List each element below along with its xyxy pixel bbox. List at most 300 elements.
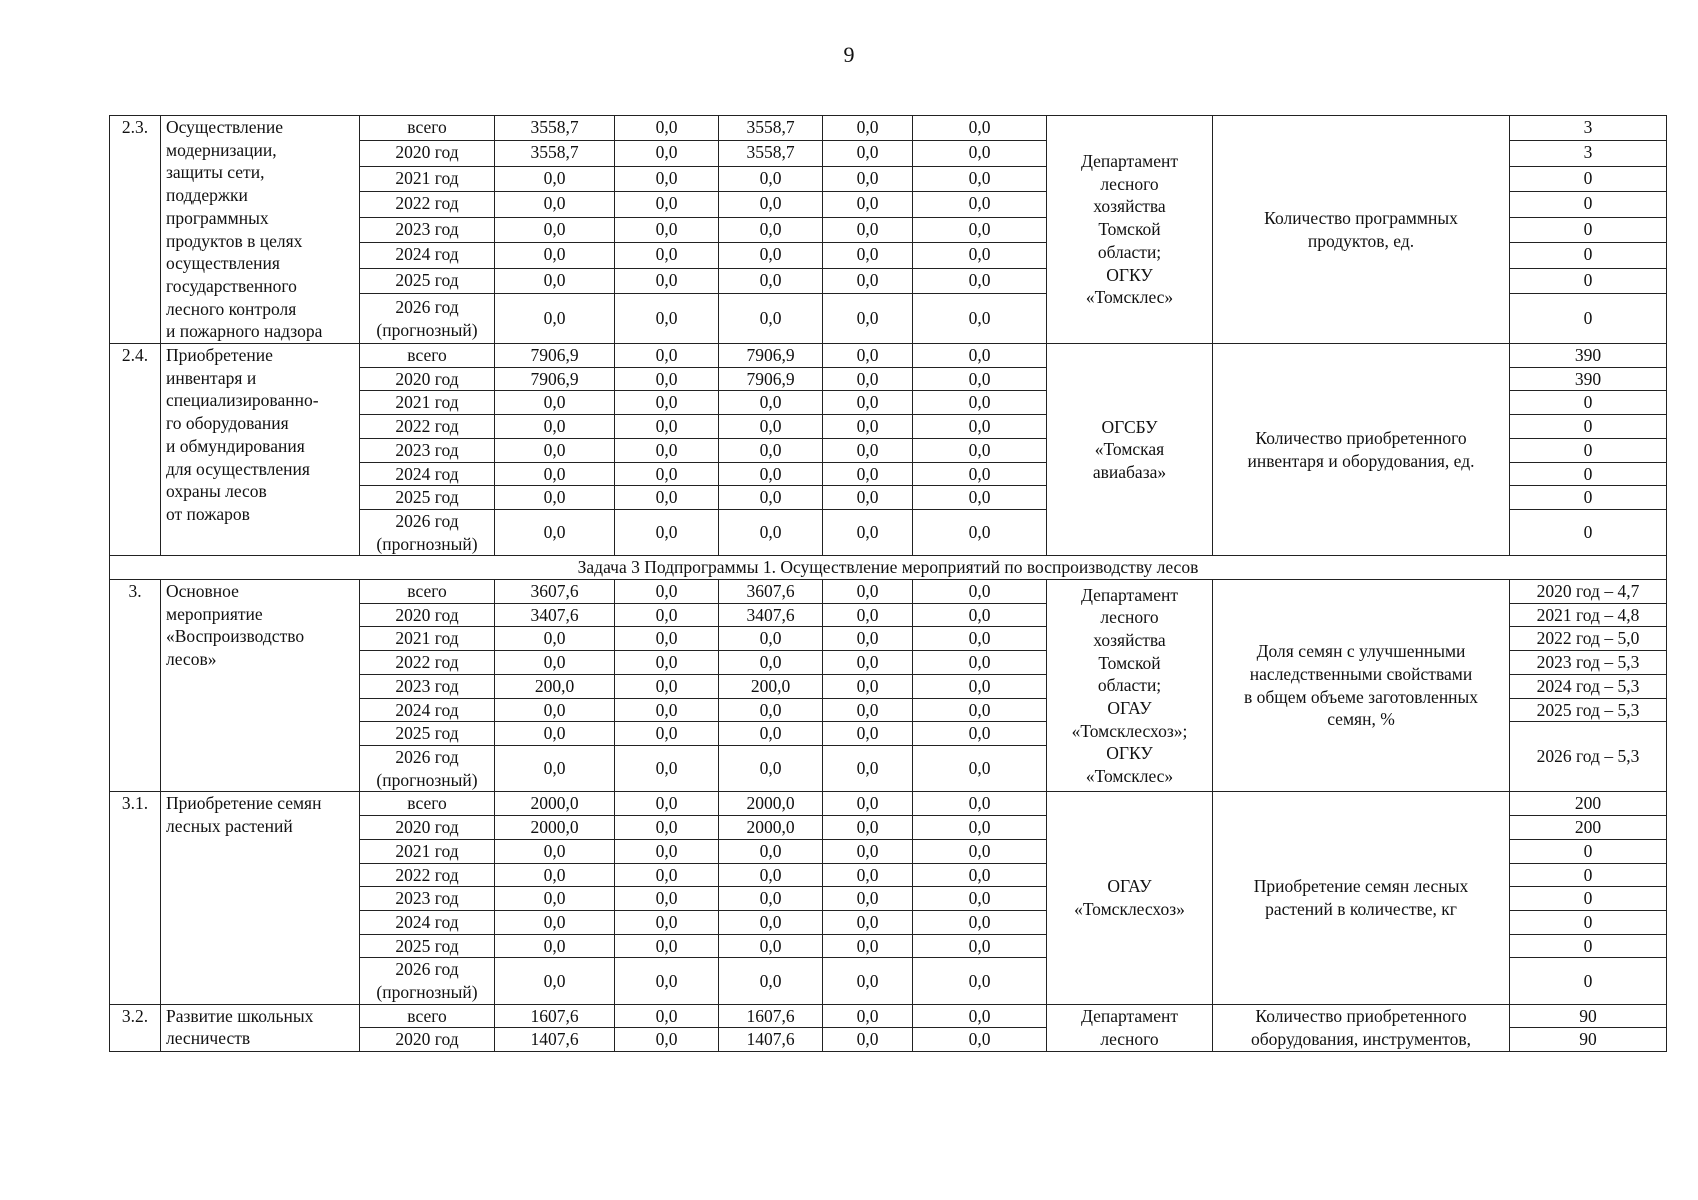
amount-c3: 0,0 [823,910,913,934]
measure-name [161,116,360,344]
measure-name-line: поддержки [166,185,248,206]
task-header: Задача 3 Подпрограммы 1. Осуществление мероприятий по воспроизводству лесов [110,556,1667,580]
measure-name [161,1004,360,1051]
amount-c1: 0,0 [615,722,719,746]
amount-c4: 0,0 [913,243,1047,268]
amount-c1: 0,0 [615,698,719,722]
amount-c1: 0,0 [615,580,719,604]
period-label: 2025 год [395,935,459,956]
amount-c1: 0,0 [615,217,719,242]
amount-total: 0,0 [495,192,615,217]
period-cell [360,294,495,344]
measure-name-line: для осуществления [166,458,310,479]
amount-total: 0,0 [495,958,615,1004]
row-number: 3.2. [110,1004,161,1051]
indicator-line: инвентаря и оборудования, ед. [1247,450,1475,471]
measure-name-line: модернизации, [166,139,277,160]
indicator-value: 0 [1510,391,1667,415]
amount-c4: 0,0 [913,627,1047,651]
amount-c2: 7906,9 [719,344,823,368]
measure-name [161,580,360,792]
measure-name-line: Приобретение [166,345,273,366]
indicator-value: 0 [1510,509,1667,555]
indicator-value: 3 [1510,141,1667,166]
measure-name-line: «Воспроизводство [166,626,305,647]
amount-total: 0,0 [495,217,615,242]
amount-c1: 0,0 [615,294,719,344]
amount-c1: 0,0 [615,268,719,293]
period-label: всего [407,793,447,814]
amount-c1: 0,0 [615,910,719,934]
amount-c4: 0,0 [913,839,1047,863]
amount-c4: 0,0 [913,603,1047,627]
indicator-value: 90 [1510,1028,1667,1052]
period-cell [360,141,495,166]
measure-name-line: осуществления [166,253,280,274]
period-label: 2022 год [395,193,459,214]
period-label: всего [407,117,447,137]
amount-c1: 0,0 [615,415,719,439]
period-label: всего [407,581,447,602]
period-label: 2025 год [395,487,459,508]
table-row [110,344,1667,368]
period-cell [360,910,495,934]
period-cell [360,887,495,911]
amount-c1: 0,0 [615,887,719,911]
indicator-line: в общем объеме заготовленных [1243,686,1479,707]
amount-total: 0,0 [495,486,615,510]
amount-c4: 0,0 [913,958,1047,1004]
amount-c4: 0,0 [913,166,1047,191]
executor-line: Департамент [1080,151,1179,172]
indicator-line: Количество приобретенного [1255,1006,1467,1027]
amount-total: 0,0 [495,415,615,439]
amount-total: 2000,0 [495,792,615,816]
amount-c2: 0,0 [719,627,823,651]
row-number: 2.3. [110,116,161,344]
amount-c3: 0,0 [823,116,913,141]
amount-c3: 0,0 [823,391,913,415]
period-label: 2024 год [395,699,459,720]
amount-c2: 2000,0 [719,792,823,816]
period-cell [360,509,495,555]
executor-line: Томской [1098,652,1161,673]
amount-c4: 0,0 [913,462,1047,486]
period-cell [360,344,495,368]
amount-c4: 0,0 [913,344,1047,368]
indicator-value: 3 [1510,116,1667,141]
period-cell [360,934,495,958]
table-row [110,116,1667,141]
amount-c2: 3607,6 [719,580,823,604]
period-label: 2020 год [395,142,459,163]
amount-c2: 0,0 [719,745,823,791]
indicator-value: 0 [1510,243,1667,268]
indicator-value: 200 [1510,816,1667,840]
amount-c2: 0,0 [719,438,823,462]
amount-c1: 0,0 [615,438,719,462]
executor-line: «Томская [1094,439,1165,460]
amount-total: 0,0 [495,268,615,293]
indicator-value: 0 [1510,910,1667,934]
measure-name-line: и пожарного надзора [166,321,323,342]
indicator-value: 0 [1510,462,1667,486]
indicator-line: семян, % [1327,709,1395,730]
indicator-value: 0 [1510,958,1667,1004]
table-body [110,116,1667,1052]
amount-c4: 0,0 [913,651,1047,675]
period-label: 2025 год [395,269,459,290]
amount-c3: 0,0 [823,934,913,958]
amount-c1: 0,0 [615,462,719,486]
executor-line: авиабаза» [1092,462,1167,483]
amount-total: 0,0 [495,166,615,191]
indicator-value: 2025 год – 5,3 [1510,698,1667,722]
table-row [110,580,1667,604]
amount-c4: 0,0 [913,509,1047,555]
period-label: 2026 год [395,296,459,317]
amount-c2: 3558,7 [719,116,823,141]
period-cell [360,166,495,191]
period-cell [360,651,495,675]
measure-name [161,792,360,1004]
amount-c2: 0,0 [719,839,823,863]
task-header-row [110,556,1667,580]
executor-line: ОГСБУ [1101,416,1158,437]
indicator-line: продуктов, ед. [1307,230,1415,251]
period-cell [360,462,495,486]
amount-c2: 2000,0 [719,816,823,840]
amount-c1: 0,0 [615,651,719,675]
period-label: 2023 год [395,439,459,460]
period-cell [360,674,495,698]
period-cell [360,268,495,293]
executor [1047,1004,1213,1051]
period-cell [360,243,495,268]
period-cell [360,391,495,415]
amount-total: 0,0 [495,438,615,462]
executor-line: ОГАУ [1107,698,1152,719]
amount-c3: 0,0 [823,166,913,191]
indicator-value: 390 [1510,344,1667,368]
period-label: всего [407,345,447,366]
period-cell [360,415,495,439]
amount-total: 0,0 [495,391,615,415]
period-cell [360,698,495,722]
period-label: 2022 год [395,652,459,673]
amount-total: 0,0 [495,887,615,911]
amount-total: 3607,6 [495,580,615,604]
amount-c4: 0,0 [913,674,1047,698]
period-label: 2022 год [395,864,459,885]
amount-total: 0,0 [495,722,615,746]
executor-line: ОГАУ [1107,876,1152,897]
indicator-value: 2022 год – 5,0 [1510,627,1667,651]
executor-line: Томской [1098,219,1161,240]
period-note: (прогнозный) [376,533,478,554]
amount-c3: 0,0 [823,462,913,486]
amount-c4: 0,0 [913,580,1047,604]
amount-c4: 0,0 [913,1004,1047,1028]
amount-c2: 0,0 [719,217,823,242]
executor [1047,792,1213,1004]
amount-total: 0,0 [495,839,615,863]
period-cell [360,192,495,217]
indicator-line: растений в количестве, кг [1265,899,1457,920]
period-cell [360,1004,495,1028]
amount-total: 0,0 [495,934,615,958]
amount-total: 3558,7 [495,141,615,166]
amount-c3: 0,0 [823,294,913,344]
indicator-value: 0 [1510,887,1667,911]
period-cell [360,367,495,391]
measure-name-line: государственного [166,275,297,296]
period-label: 2022 год [395,416,459,437]
amount-c2: 0,0 [719,486,823,510]
indicator [1213,1004,1510,1051]
amount-c4: 0,0 [913,698,1047,722]
amount-c3: 0,0 [823,217,913,242]
indicator-value: 0 [1510,863,1667,887]
period-cell [360,217,495,242]
amount-c3: 0,0 [823,580,913,604]
executor [1047,580,1213,792]
indicator-value: 390 [1510,367,1667,391]
amount-c1: 0,0 [615,627,719,651]
indicator-line: Приобретение семян лесных [1253,876,1469,897]
measure-name-line: мероприятие [166,603,263,624]
period-cell [360,1028,495,1052]
amount-c3: 0,0 [823,438,913,462]
period-label: 2026 год [395,746,459,767]
amount-total: 0,0 [495,863,615,887]
amount-c2: 0,0 [719,887,823,911]
period-label: 2021 год [395,840,459,861]
amount-total: 2000,0 [495,816,615,840]
amount-c4: 0,0 [913,1028,1047,1052]
amount-c2: 0,0 [719,863,823,887]
period-label: всего [407,1005,447,1026]
amount-c3: 0,0 [823,603,913,627]
indicator-value: 0 [1510,415,1667,439]
amount-c4: 0,0 [913,192,1047,217]
executor-line: лесного [1100,1028,1159,1049]
period-cell [360,792,495,816]
amount-c3: 0,0 [823,367,913,391]
amount-c3: 0,0 [823,698,913,722]
measure-name-line: защиты сети, [166,162,265,183]
amount-c4: 0,0 [913,415,1047,439]
amount-c2: 3558,7 [719,141,823,166]
amount-total: 200,0 [495,674,615,698]
amount-c4: 0,0 [913,745,1047,791]
period-cell [360,816,495,840]
amount-c3: 0,0 [823,863,913,887]
amount-c4: 0,0 [913,486,1047,510]
period-label: 2024 год [395,244,459,265]
executor-line: области; [1097,241,1162,262]
amount-c4: 0,0 [913,910,1047,934]
amount-total: 3407,6 [495,603,615,627]
measure-name-line: Приобретение семян [166,793,322,814]
amount-total: 3558,7 [495,116,615,141]
indicator-value: 0 [1510,438,1667,462]
measure-name-line: программных [166,207,269,228]
table-row [110,792,1667,816]
indicator-value: 90 [1510,1004,1667,1028]
period-note: (прогнозный) [376,319,478,340]
row-number: 3. [110,580,161,792]
amount-c3: 0,0 [823,651,913,675]
amount-c1: 0,0 [615,367,719,391]
amount-c2: 0,0 [719,462,823,486]
amount-total: 1607,6 [495,1004,615,1028]
amount-c2: 7906,9 [719,367,823,391]
period-label: 2020 год [395,604,459,625]
period-label: 2023 год [395,675,459,696]
indicator-line: Доля семян с улучшенными [1256,641,1466,662]
executor-line: области; [1097,675,1162,696]
amount-c1: 0,0 [615,745,719,791]
amount-total: 0,0 [495,294,615,344]
amount-total: 0,0 [495,462,615,486]
executor-line: хозяйства [1093,629,1166,650]
indicator-line: наследственными свойствами [1249,664,1473,685]
amount-total: 0,0 [495,745,615,791]
row-number: 2.4. [110,344,161,556]
executor-line: хозяйства [1093,196,1166,217]
amount-c1: 0,0 [615,863,719,887]
amount-total: 0,0 [495,627,615,651]
executor-line: «Томсклес» [1085,766,1174,787]
amount-c2: 0,0 [719,722,823,746]
measure-name-line: лесных растений [166,816,293,837]
amount-c1: 0,0 [615,166,719,191]
period-label: 2026 год [395,510,459,531]
indicator-value: 0 [1510,294,1667,344]
measure-name-line: лесов» [166,649,217,670]
period-label: 2021 год [395,628,459,649]
amount-c3: 0,0 [823,344,913,368]
amount-c3: 0,0 [823,816,913,840]
period-label: 2020 год [395,368,459,389]
measure-name-line: от пожаров [166,503,250,524]
executor [1047,344,1213,556]
amount-c3: 0,0 [823,958,913,1004]
executor-line: лесного [1100,173,1159,194]
amount-c2: 0,0 [719,192,823,217]
indicator-value: 2024 год – 5,3 [1510,674,1667,698]
amount-c4: 0,0 [913,792,1047,816]
amount-c2: 0,0 [719,294,823,344]
amount-c2: 0,0 [719,243,823,268]
measure-name-line: лесничеств [166,1028,251,1049]
measure-name-line: Развитие школьных [166,1005,314,1026]
period-note: (прогнозный) [376,769,478,790]
amount-c3: 0,0 [823,268,913,293]
indicator-value: 200 [1510,792,1667,816]
amount-c2: 0,0 [719,934,823,958]
period-label: 2020 год [395,817,459,838]
amount-c3: 0,0 [823,192,913,217]
amount-c2: 0,0 [719,268,823,293]
period-label: 2024 год [395,911,459,932]
measure-name-line: Основное [166,581,239,602]
amount-total: 0,0 [495,910,615,934]
amount-c2: 0,0 [719,651,823,675]
executor-line: ОГКУ [1106,264,1153,285]
page-number: 9 [843,42,855,67]
indicator-line: Количество приобретенного [1255,427,1467,448]
amount-c1: 0,0 [615,486,719,510]
amount-c3: 0,0 [823,415,913,439]
measure-name-line: го оборудования [166,413,289,434]
period-cell [360,863,495,887]
amount-c1: 0,0 [615,934,719,958]
amount-c1: 0,0 [615,816,719,840]
amount-c3: 0,0 [823,674,913,698]
amount-c2: 3407,6 [719,603,823,627]
amount-total: 0,0 [495,243,615,268]
amount-c4: 0,0 [913,367,1047,391]
amount-c1: 0,0 [615,1004,719,1028]
amount-c4: 0,0 [913,722,1047,746]
amount-c2: 1407,6 [719,1028,823,1052]
period-label: 2021 год [395,167,459,188]
measure-name-line: Осуществление [166,117,284,137]
executor-line: ОГКУ [1106,743,1153,764]
period-label: 2021 год [395,392,459,413]
amount-c1: 0,0 [615,192,719,217]
amount-c1: 0,0 [615,141,719,166]
amount-c2: 0,0 [719,698,823,722]
indicator-value: 0 [1510,934,1667,958]
measure-name-line: охраны лесов [166,481,267,502]
period-cell [360,839,495,863]
amount-total: 7906,9 [495,344,615,368]
indicator [1213,580,1510,792]
amount-c2: 200,0 [719,674,823,698]
amount-c3: 0,0 [823,243,913,268]
amount-c1: 0,0 [615,792,719,816]
measure-name-line: специализированно- [166,390,319,411]
amount-c3: 0,0 [823,1004,913,1028]
amount-c3: 0,0 [823,627,913,651]
amount-c1: 0,0 [615,243,719,268]
period-label: 2020 год [395,1029,459,1050]
amount-c1: 0,0 [615,958,719,1004]
indicator-line: оборудования, инструментов, [1251,1028,1471,1049]
indicator-value: 0 [1510,268,1667,293]
amount-total: 0,0 [495,509,615,555]
indicator-value: 0 [1510,166,1667,191]
indicator-value: 0 [1510,217,1667,242]
period-cell [360,486,495,510]
period-cell [360,116,495,141]
amount-c4: 0,0 [913,116,1047,141]
executor-line: Департамент [1080,584,1179,605]
indicator [1213,792,1510,1004]
amount-c3: 0,0 [823,722,913,746]
period-label: 2025 год [395,723,459,744]
amount-c4: 0,0 [913,217,1047,242]
period-label: 2023 год [395,888,459,909]
amount-total: 0,0 [495,651,615,675]
measure-name-line: и обмундирования [166,435,305,456]
amount-c3: 0,0 [823,509,913,555]
indicator-value: 0 [1510,192,1667,217]
amount-c2: 0,0 [719,166,823,191]
